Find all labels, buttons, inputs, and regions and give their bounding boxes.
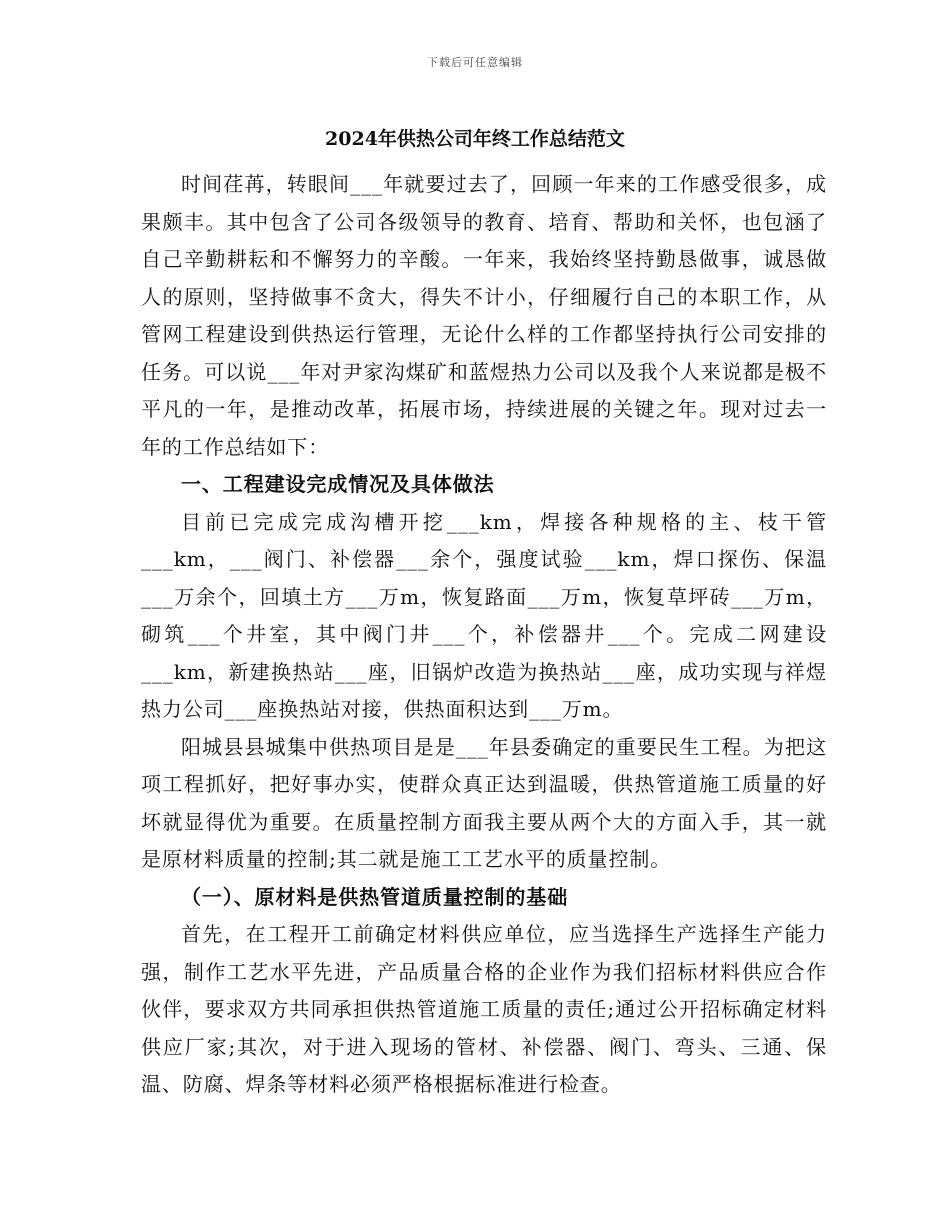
paragraph-progress: 目前已完成完成沟槽开挖___km，焊接各种规格的主、枝干管___km，___阀门、补偿器___余个，强度试验___km，焊口探伤、保温___万余个，回填土方___万m，恢复路面___万m，恢复草坪砖___万m，砌筑___个井室，其中阀门井___个，补偿器井___个。完成二网建设___km，新建换热站___座，旧锅炉改造为换热站___座，成功实现与祥煜热力公司___座换热站对接，供热面积达到___万m。 xyxy=(141,509,827,721)
page-header: 下载后可任意编辑 xyxy=(427,56,523,69)
document-body xyxy=(141,166,827,1104)
section-heading-1: 一、工程建设完成情况及具体做法 xyxy=(181,472,495,496)
paragraph-intro: 时间荏苒，转眼间___年就要过去了，回顾一年来的工作感受很多，成果颇丰。其中包含了公司各级领导的教育、培育、帮助和关怀，也包涵了自己辛勤耕耘和不懈努力的辛酸。一年来，我始终坚持勤恳做事，诚恳做人的原则，坚持做事不贪大，得失不计小，仔细履行自己的本职工作，从管网工程建设到供热运行管理，无论什么样的工作都坚持执行公司安排的任务。可以说___年对尹家沟煤矿和蓝煜热力公司以及我个人来说都是极不平凡的一年，是推动改革，拓展市场，持续进展的关键之年。现对过去一年的工作总结如下： xyxy=(141,172,827,459)
paragraph-materials: 首先，在工程开工前确定材料供应单位，应当选择生产选择生产能力强，制作工艺水平先进，产品质量合格的企业作为我们招标材料供应合作伙伴，要求双方共同承担供热管道施工质量的责任;通过公开招标确定材料供应厂家;其次，对于进入现场的管材、补偿器、阀门、弯头、三通、保温、防腐、焊条等材料必须严格根据标准进行检查。 xyxy=(141,922,827,1096)
paragraph-project: 阳城县县城集中供热项目是是___年县委确定的重要民生工程。为把这项工程抓好，把好事办实，使群众真正达到温暖，供热管道施工质量的好坏就显得优为重要。在质量控制方面我主要从两个大的方面入手，其一就是原材料质量的控制;其二就是施工工艺水平的质量控制。 xyxy=(141,734,827,871)
section-heading-1-1: （一）、原材料是供热管道质量控制的基础 xyxy=(181,884,569,909)
document-title: 2024年供热公司年终工作总结范文 xyxy=(325,128,625,150)
